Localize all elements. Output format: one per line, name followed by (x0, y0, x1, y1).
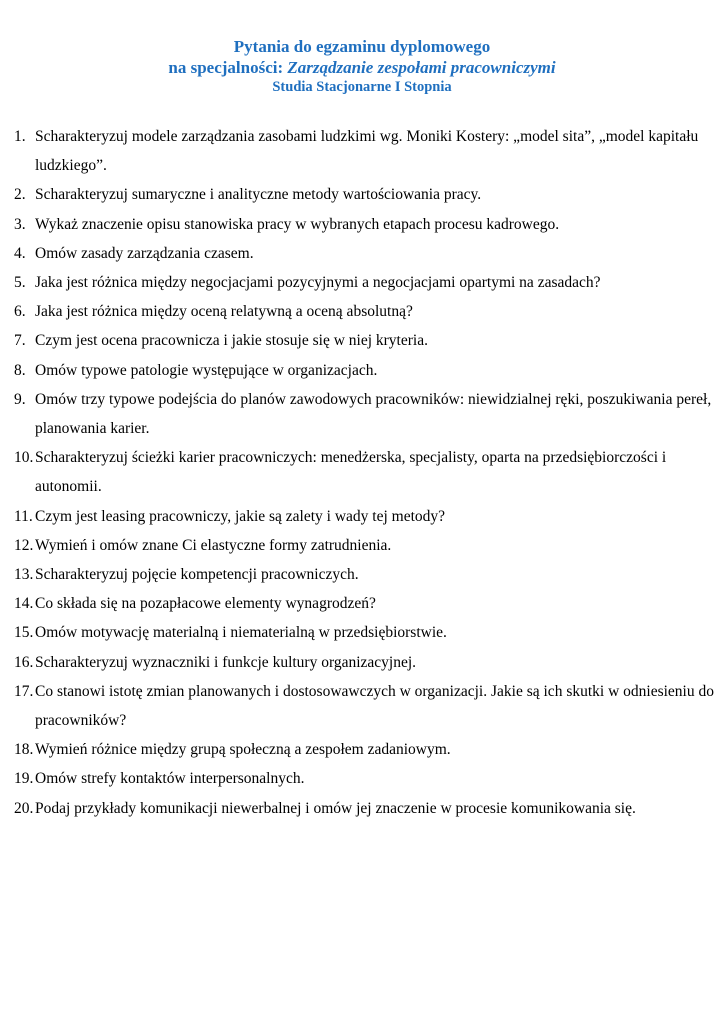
question-number: 8. (14, 361, 26, 379)
question-text: Omów strefy kontaktów interpersonalnych. (35, 770, 305, 788)
specialty-line (0, 57, 724, 78)
question-number: 7. (14, 332, 26, 350)
question-text: Scharakteryzuj modele zarządzania zasobami ludzkimi wg. Moniki Kostery: „model sita”, „model kapitału ludzkiego”. (35, 128, 699, 175)
question-text: Omów typowe patologie występujące w organizacjach. (35, 361, 378, 379)
question-number: 19. (14, 770, 34, 788)
question-text: Scharakteryzuj pojęcie kompetencji pracowniczych. (35, 566, 359, 584)
question-item (14, 735, 714, 764)
question-item (14, 210, 714, 239)
question-text: Scharakteryzuj ścieżki karier pracowniczych: menedżerska, specjalisty, oparta na przedsiębiorczości i autonomii. (35, 449, 667, 496)
question-text: Podaj przykłady komunikacji niewerbalnej i omów jej znaczenie w procesie komunikowania się. (35, 799, 636, 817)
question-item (14, 531, 714, 560)
document-title: Pytania do egzaminu dyplomowego (233, 37, 491, 56)
question-item (14, 502, 714, 531)
question-text: Co składa się na pozapłacowe elementy wynagrodzeń? (35, 595, 376, 613)
question-number: 6. (14, 303, 26, 321)
question-text: Jaka jest różnica między negocjacjami pozycyjnymi a negocjacjami opartymi na zasadach? (35, 274, 601, 292)
question-item (14, 297, 714, 326)
question-item (14, 677, 714, 735)
question-number: 4. (14, 244, 26, 262)
question-text: Wykaż znaczenie opisu stanowiska pracy w wybranych etapach procesu kadrowego. (35, 215, 560, 233)
question-number: 16. (14, 653, 34, 671)
question-number: 12. (14, 536, 34, 554)
question-item (14, 560, 714, 589)
question-item (14, 443, 714, 501)
question-text: Wymień i omów znane Ci elastyczne formy zatrudnienia. (35, 536, 392, 554)
question-number: 18. (14, 741, 34, 759)
specialty-name: Zarządzanie zespołami pracowniczymi (287, 58, 556, 77)
question-item (14, 239, 714, 268)
question-item (14, 618, 714, 647)
question-text: Omów trzy typowe podejścia do planów zawodowych pracowników: niewidzialnej ręki, poszukiwania pereł, planowania karier. (35, 390, 712, 438)
question-number: 1. (14, 128, 26, 145)
question-list (14, 122, 714, 823)
question-number: 14. (14, 595, 34, 613)
question-text: Co stanowi istotę zmian planowanych i dostosowawczych w organizacji. Jakie są ich skutki w odniesieniu do pracowników? (35, 682, 714, 730)
question-number: 20. (14, 799, 34, 817)
question-item (14, 589, 714, 618)
question-item (14, 268, 714, 297)
question-number: 11. (14, 507, 33, 525)
question-text: Jaka jest różnica między oceną relatywną a oceną absolutną? (35, 303, 413, 321)
question-item (14, 794, 714, 823)
question-item (14, 180, 714, 209)
question-item (14, 385, 714, 443)
document-header (0, 36, 724, 97)
question-item (14, 356, 714, 385)
question-item (14, 326, 714, 355)
question-number: 3. (14, 215, 26, 233)
question-text: Czym jest leasing pracowniczy, jakie są zalety i wady tej metody? (35, 507, 446, 525)
question-number: 15. (14, 624, 34, 642)
question-number: 13. (14, 566, 34, 584)
question-text: Czym jest ocena pracownicza i jakie stosuje się w niej kryteria. (35, 332, 428, 350)
question-item (14, 122, 714, 180)
question-text: Scharakteryzuj wyznaczniki i funkcje kultury organizacyjnej. (35, 653, 417, 671)
question-number: 10. (14, 449, 34, 467)
question-text: Omów motywację materialną i niematerialną w przedsiębiorstwie. (35, 624, 447, 642)
question-number: 5. (14, 274, 26, 292)
study-mode-subtitle: Studia Stacjonarne I Stopnia (272, 79, 452, 95)
question-number: 17. (14, 682, 34, 700)
question-item (14, 764, 714, 793)
specialty-prefix: na specjalności: (168, 58, 288, 77)
question-number: 2. (14, 186, 26, 204)
question-text: Omów zasady zarządzania czasem. (35, 244, 254, 262)
question-text: Scharakteryzuj sumaryczne i analityczne metody wartościowania pracy. (35, 186, 482, 204)
question-item (14, 648, 714, 677)
question-text: Wymień różnice między grupą społeczną a zespołem zadaniowym. (35, 741, 451, 759)
question-number: 9. (14, 390, 26, 408)
